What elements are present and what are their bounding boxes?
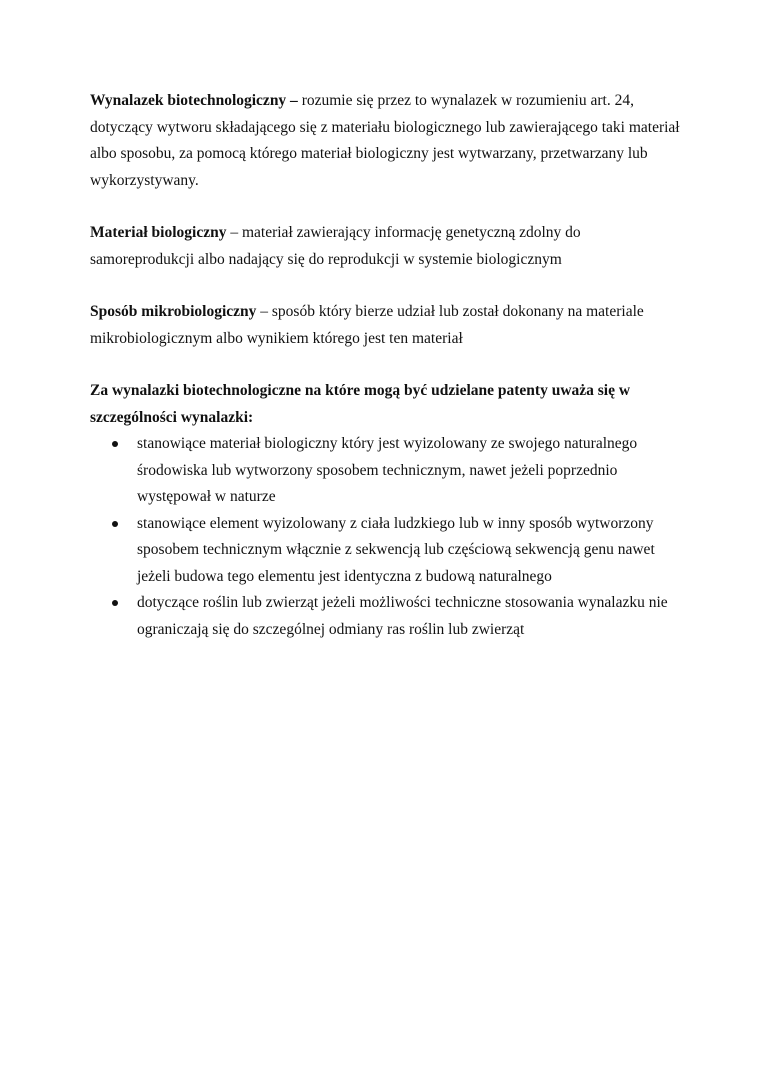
definition-text: – materiał zawierający informację genetyczną zdolny do samoreprodukcji albo nadający się do reprodukcji w systemie biologicznym [90,224,581,268]
section-heading: Za wynalazki biotechnologiczne na które mogą być udzielane patenty uważa się w szczególności wynalazki: [90,382,631,426]
definition-term: Sposób mikrobiologiczny [90,303,257,320]
list-item [90,590,680,643]
definition-microbiological-process [90,299,680,352]
bullet-icon [112,521,118,527]
bullet-list [90,431,680,643]
list-item-text: stanowiące materiał biologiczny który jest wyizolowany ze swojego naturalnego środowiska lub wytworzony sposobem technicznym, nawet jeżeli poprzednio występował w naturze [137,435,638,505]
list-item-text: dotyczące roślin lub zwierząt jeżeli możliwości techniczne stosowania wynalazku nie ograniczają się do szczególnej odmiany ras roślin lub zwierząt [137,594,668,638]
definition-text: – sposób który bierze udział lub został dokonany na materiale mikrobiologicznym albo wynikiem którego jest ten materiał [90,303,644,347]
bullet-icon [112,600,118,606]
list-item [90,431,680,511]
definition-text: rozumie się przez to wynalazek w rozumieniu art. 24, dotyczący wytworu składającego się z materiału biologicznego lub zawierającego taki materiał albo sposobu, za pomocą którego materiał biologiczny jest wytwarzany, przetwarzany lub wykorzystywany. [90,92,680,189]
list-item-text: stanowiące element wyizolowany z ciała ludzkiego lub w inny sposób wytworzony sposobem technicznym włącznie z sekwencją lub częściową sekwencją genu nawet jeżeli budowa tego elementu jest identyczna z budową naturalnego [137,514,655,585]
list-item [90,511,680,591]
definition-term: Materiał biologiczny [90,224,227,241]
definition-biological-material [90,220,680,273]
bullet-icon [112,441,118,447]
definition-biotech-invention [90,88,680,194]
document-body [90,88,680,643]
definition-term: Wynalazek biotechnologiczny – [90,92,298,109]
